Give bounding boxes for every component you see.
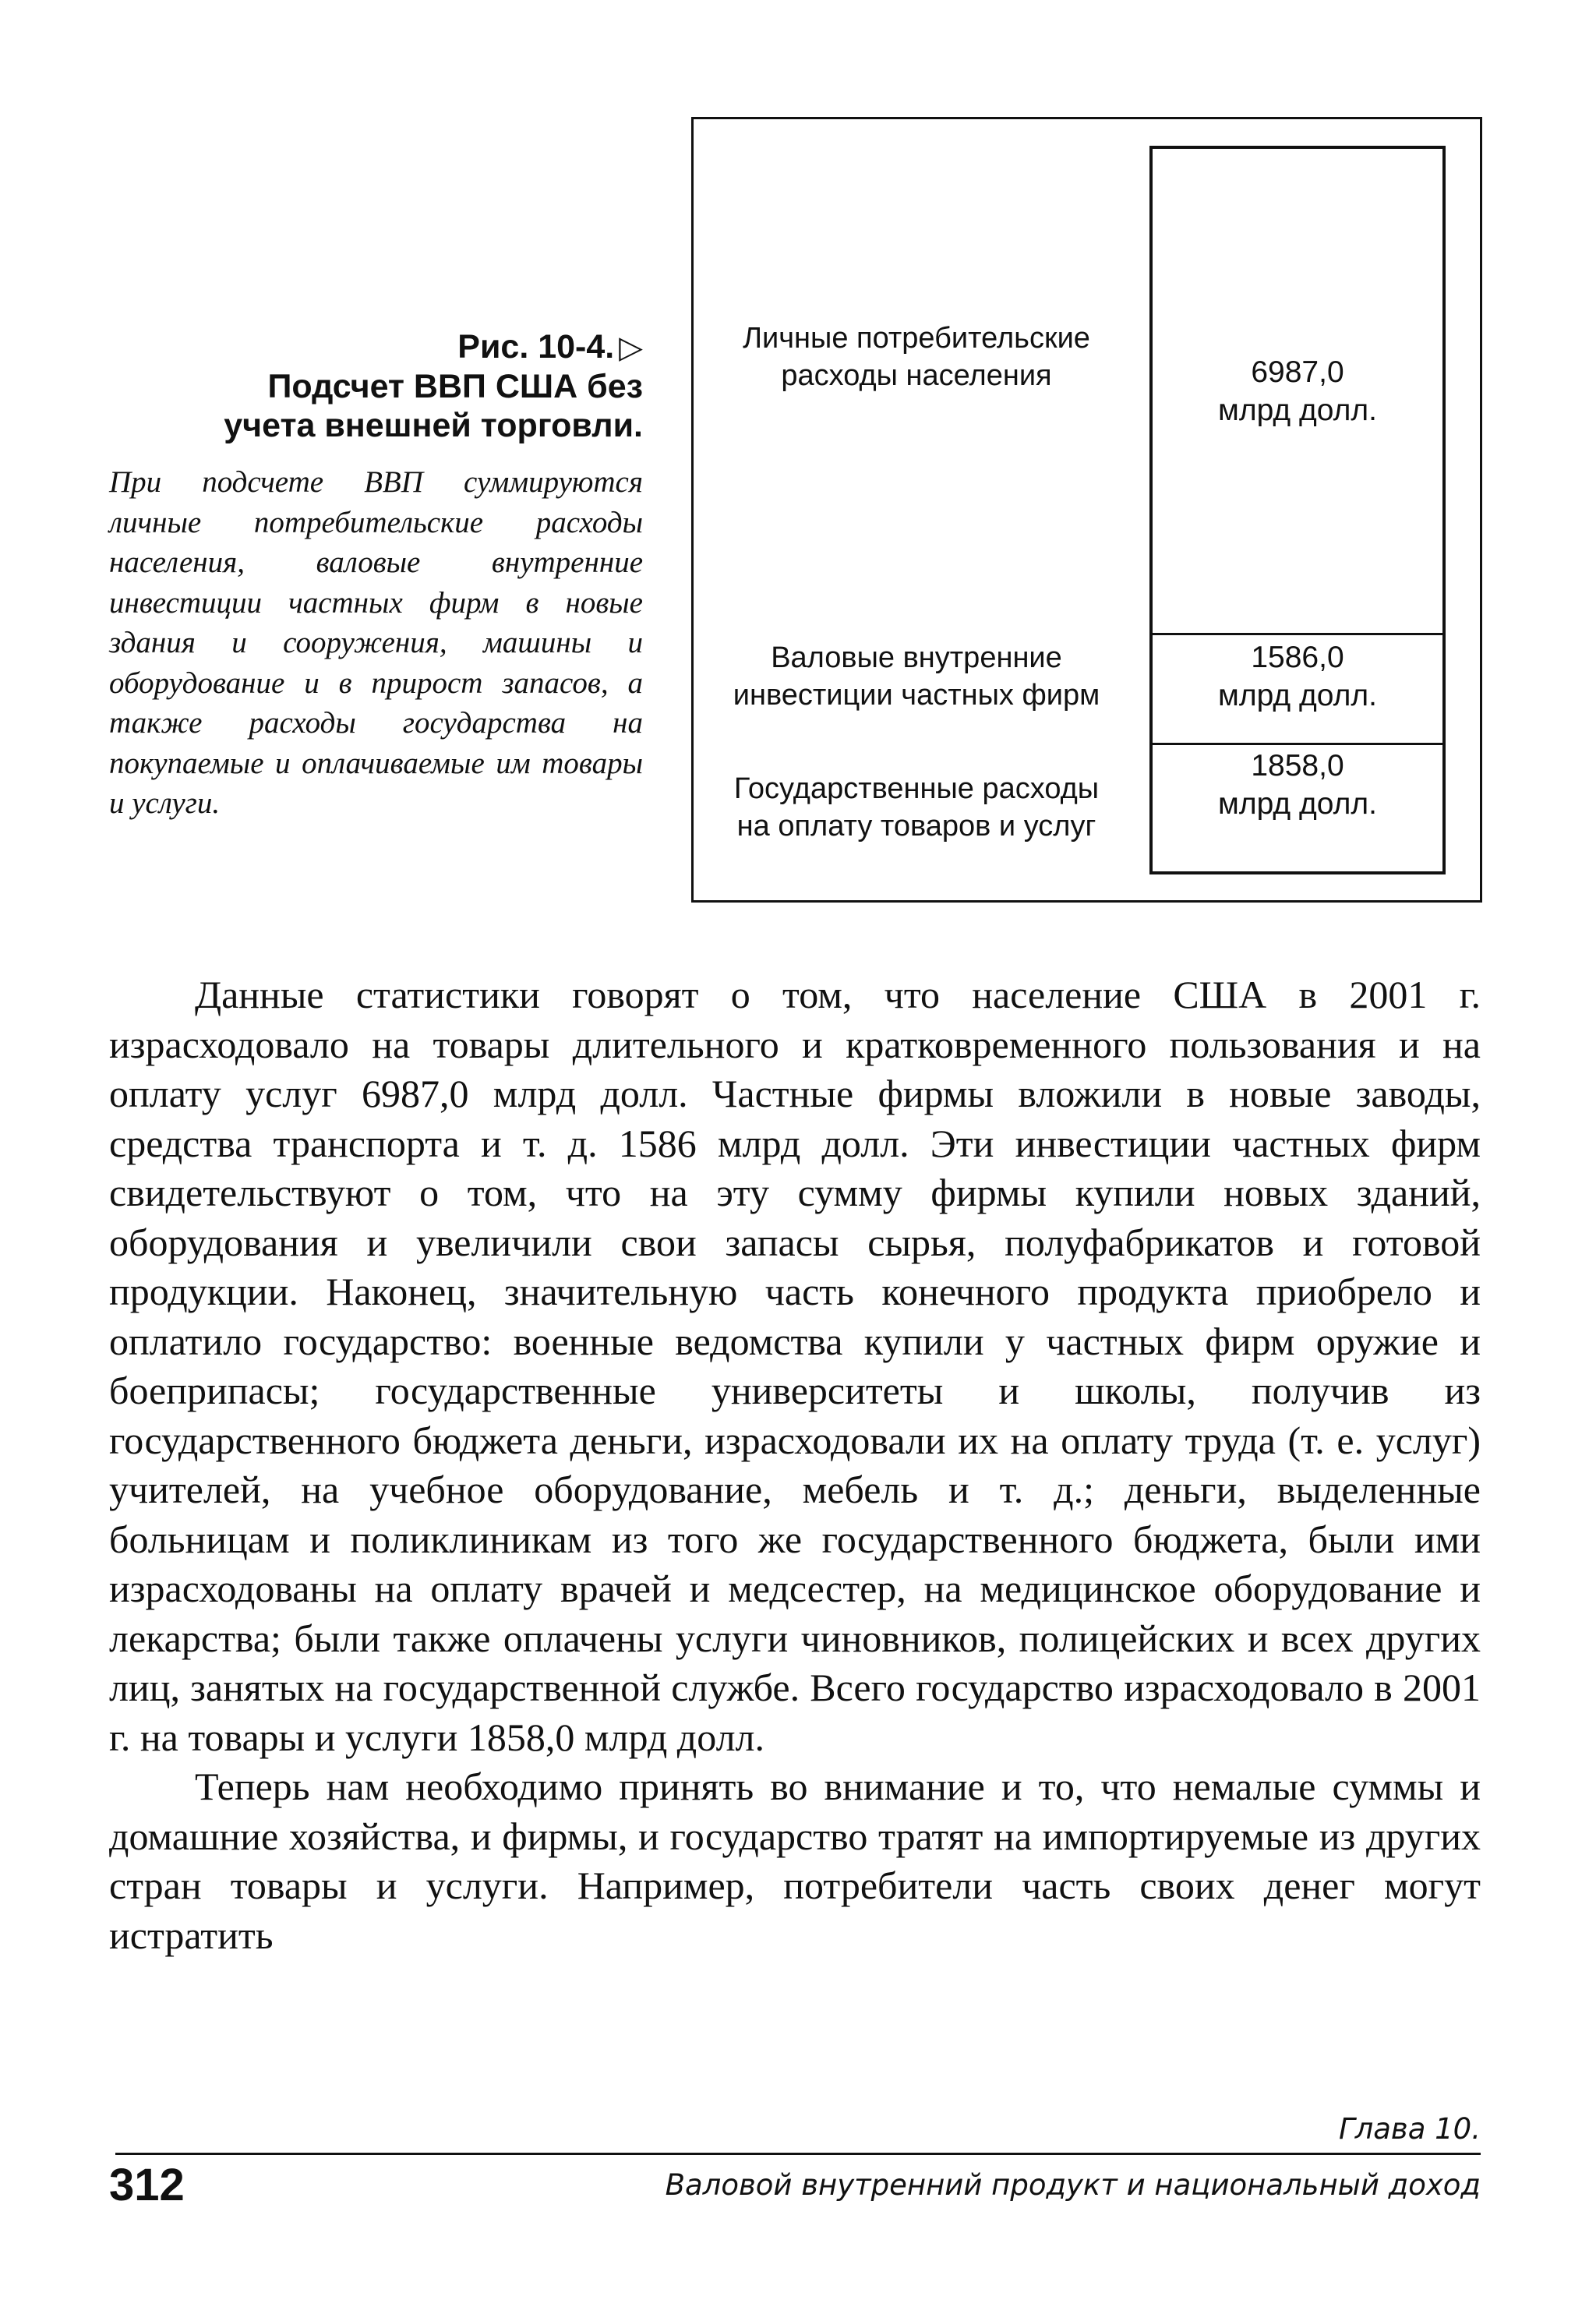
figure-label-line <box>109 327 643 367</box>
paragraph: Данные статистики говорят о том, что население США в 2001 г. израсходовало на товары длительного и кратковременного пользования и на оплату услуг 6987,0 млрд долл. Частные фирмы вложили в новые заводы, средства транспорта и т. д. 1586 млрд долл. Эти инвестиции частных фирм свидетельствуют о том, что на эту сумму фирмы купили новых зданий, оборудования и увеличили свои запасы сырья, полуфабрикатов и готовой продукции. Наконец, значительную часть конечного продукта приобрело и оплатило государство: военные ведомства купили у частных фирм оружие и боеприпасы; государственные университеты и школы, получив из государственного бюджета деньги, израсходовали их на оплату труда (т. е. услуг) учителей, на учебное оборудование, мебель и т. д.; деньги, выделенные больницам и поликлиникам из того же государственного бюджета, были ими израсходованы на оплату врачей и медсестер, на медицинское оборудование и лекарства; были также оплачены услуги чиновников, полицейских и всех других лиц, занятых на государственной службе. Всего государство израсходовало в 2001 г. на товары и услуги 1858,0 млрд долл. <box>109 973 1481 1759</box>
value-unit: млрд долл. <box>1218 679 1377 712</box>
running-footer-title: Валовой внутренний продукт и национальный доход <box>665 2168 1481 2202</box>
figure-label: Рис. 10-4. <box>457 328 615 366</box>
page-number: 312 <box>109 2160 185 2210</box>
value-unit: млрд долл. <box>1218 787 1377 821</box>
value-number: 6987,0 <box>1251 355 1344 389</box>
component-label-government <box>706 770 1127 845</box>
gdp-stacked-bar <box>1149 146 1446 874</box>
component-label-line: на оплату товаров и услуг <box>736 810 1096 843</box>
body-text <box>109 970 1481 1960</box>
component-label-consumption <box>706 320 1127 394</box>
value-unit: млрд долл. <box>1218 394 1377 427</box>
figure-title-line-1: Подсчет ВВП США без <box>267 368 643 405</box>
segment-value-investment <box>1153 638 1442 715</box>
segment-consumption <box>1153 149 1442 633</box>
segment-investment <box>1153 633 1442 743</box>
figure-caption <box>109 327 643 824</box>
paragraph: Теперь нам необходимо принять во внимание и то, что немалые суммы и домашние хозяйства, и фирмы, и государство тратят на импортируемые из других стран товары и услуги. Например, потребители часть своих денег могут истратить <box>109 1765 1481 1957</box>
footer-rule <box>115 2153 1481 2155</box>
component-label-line: Государственные расходы <box>733 772 1100 805</box>
figure-title-line-2: учета внешней торговли. <box>224 407 643 444</box>
segment-value-government <box>1153 747 1442 823</box>
segment-value-consumption <box>1153 353 1442 429</box>
figure-description: При подсчете ВВП суммируются личные потребительские расходы населения, валовые внутренние инвестиции частных фирм в новые здания и сооружения, машины и оборудование и в прирост запасов, а также расходы государства на покупаемые и оплачиваемые им товары и услуги. <box>109 465 643 820</box>
component-label-line: расходы населения <box>781 359 1052 392</box>
value-number: 1858,0 <box>1251 749 1344 783</box>
component-label-investment <box>706 639 1127 714</box>
component-label-line: инвестиции частных фирм <box>733 679 1100 712</box>
triangle-marker-icon: ▷ <box>619 330 643 365</box>
value-number: 1586,0 <box>1251 641 1344 674</box>
running-footer-chapter: Глава 10. <box>1338 2112 1481 2146</box>
component-label-line: Валовые внутренние <box>771 641 1062 674</box>
component-label-line: Личные потребительские <box>743 322 1090 355</box>
segment-government <box>1153 743 1442 871</box>
